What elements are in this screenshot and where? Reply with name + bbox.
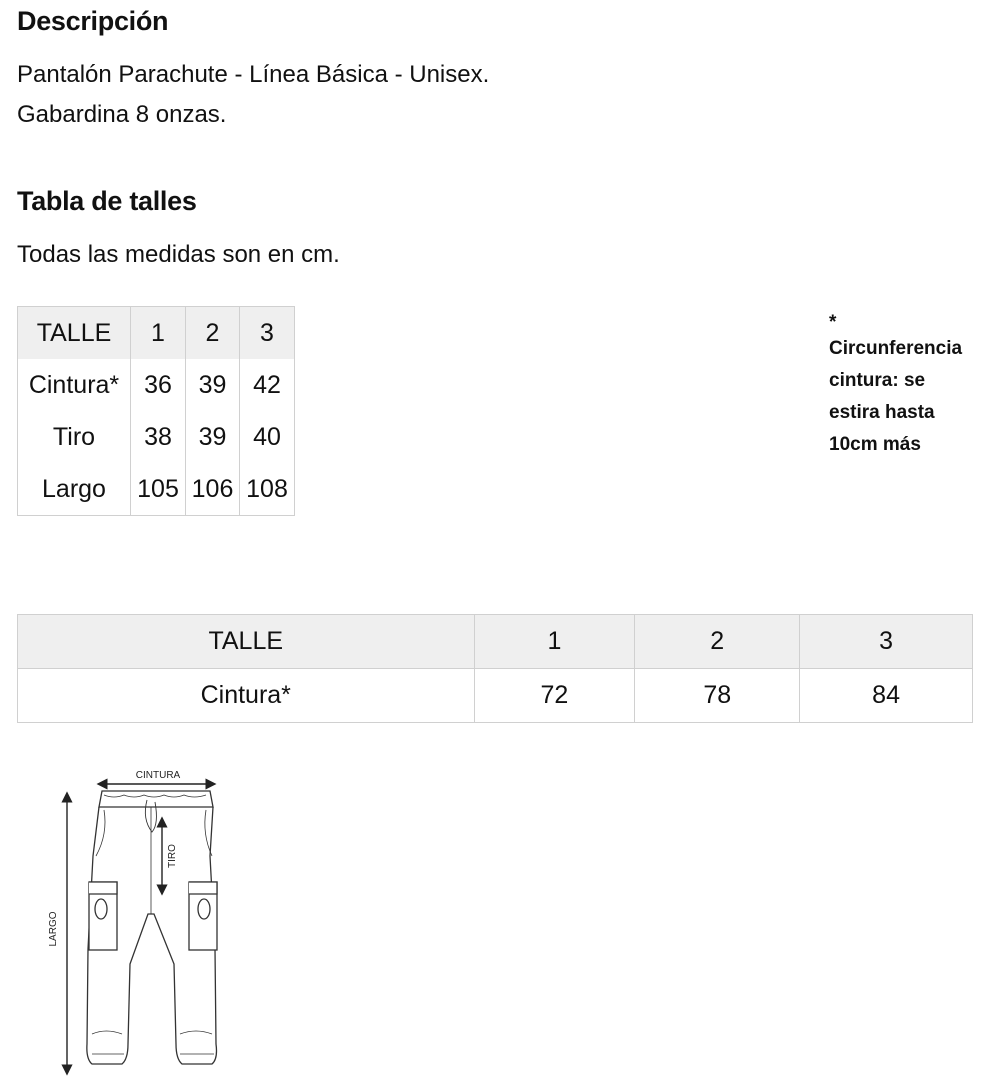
waist-label: CINTURA [135, 770, 181, 781]
size-table-header-cell: 1 [131, 307, 186, 360]
table-cell: 39 [186, 411, 240, 463]
size-table-header-cell: 2 [186, 307, 240, 360]
waist-table-header-cell: 2 [635, 615, 800, 669]
table-cell: Cintura* [18, 669, 475, 723]
table-cell: 42 [240, 359, 295, 411]
pants-measurement-diagram [44, 764, 234, 1079]
table-cell: Tiro [18, 411, 131, 463]
waist-table-header-cell: 3 [800, 615, 973, 669]
table-cell: 36 [131, 359, 186, 411]
size-table-header-cell: TALLE [18, 307, 131, 360]
table-cell: 72 [474, 669, 635, 723]
description-line-1: Pantalón Parachute - Línea Básica - Unisex. [17, 61, 490, 88]
pants-outline-icon [87, 791, 217, 1064]
table-row [18, 411, 295, 463]
waist-table-header-row [18, 615, 973, 669]
table-cell: 78 [635, 669, 800, 723]
table-cell: 105 [131, 463, 186, 516]
size-table-header-cell: 3 [240, 307, 295, 360]
waist-table-header-cell: 1 [474, 615, 635, 669]
waist-stretch-footnote [829, 313, 979, 461]
table-row [18, 669, 973, 723]
waist-table-header-cell: TALLE [18, 615, 475, 669]
table-cell: 39 [186, 359, 240, 411]
size-table-heading: Tabla de talles [17, 186, 197, 216]
table-cell: 40 [240, 411, 295, 463]
table-cell: 84 [800, 669, 973, 723]
table-cell: Largo [18, 463, 131, 516]
rise-label: TIRO [167, 844, 178, 868]
footnote-asterisk: * [829, 312, 837, 333]
table-cell: Cintura* [18, 359, 131, 411]
size-table-header-row [18, 307, 295, 360]
units-note: Todas las medidas son en cm. [17, 241, 340, 268]
table-cell: 106 [186, 463, 240, 516]
table-row [18, 359, 295, 411]
length-label: LARGO [48, 911, 59, 947]
waist-table [17, 614, 973, 723]
table-cell: 108 [240, 463, 295, 516]
size-table [17, 306, 295, 516]
description-line-2: Gabardina 8 onzas. [17, 101, 227, 128]
table-cell: 38 [131, 411, 186, 463]
description-heading: Descripción [17, 6, 169, 36]
footnote-text: Circunferencia cintura: se estira hasta 10cm más [829, 338, 963, 455]
table-row [18, 463, 295, 516]
